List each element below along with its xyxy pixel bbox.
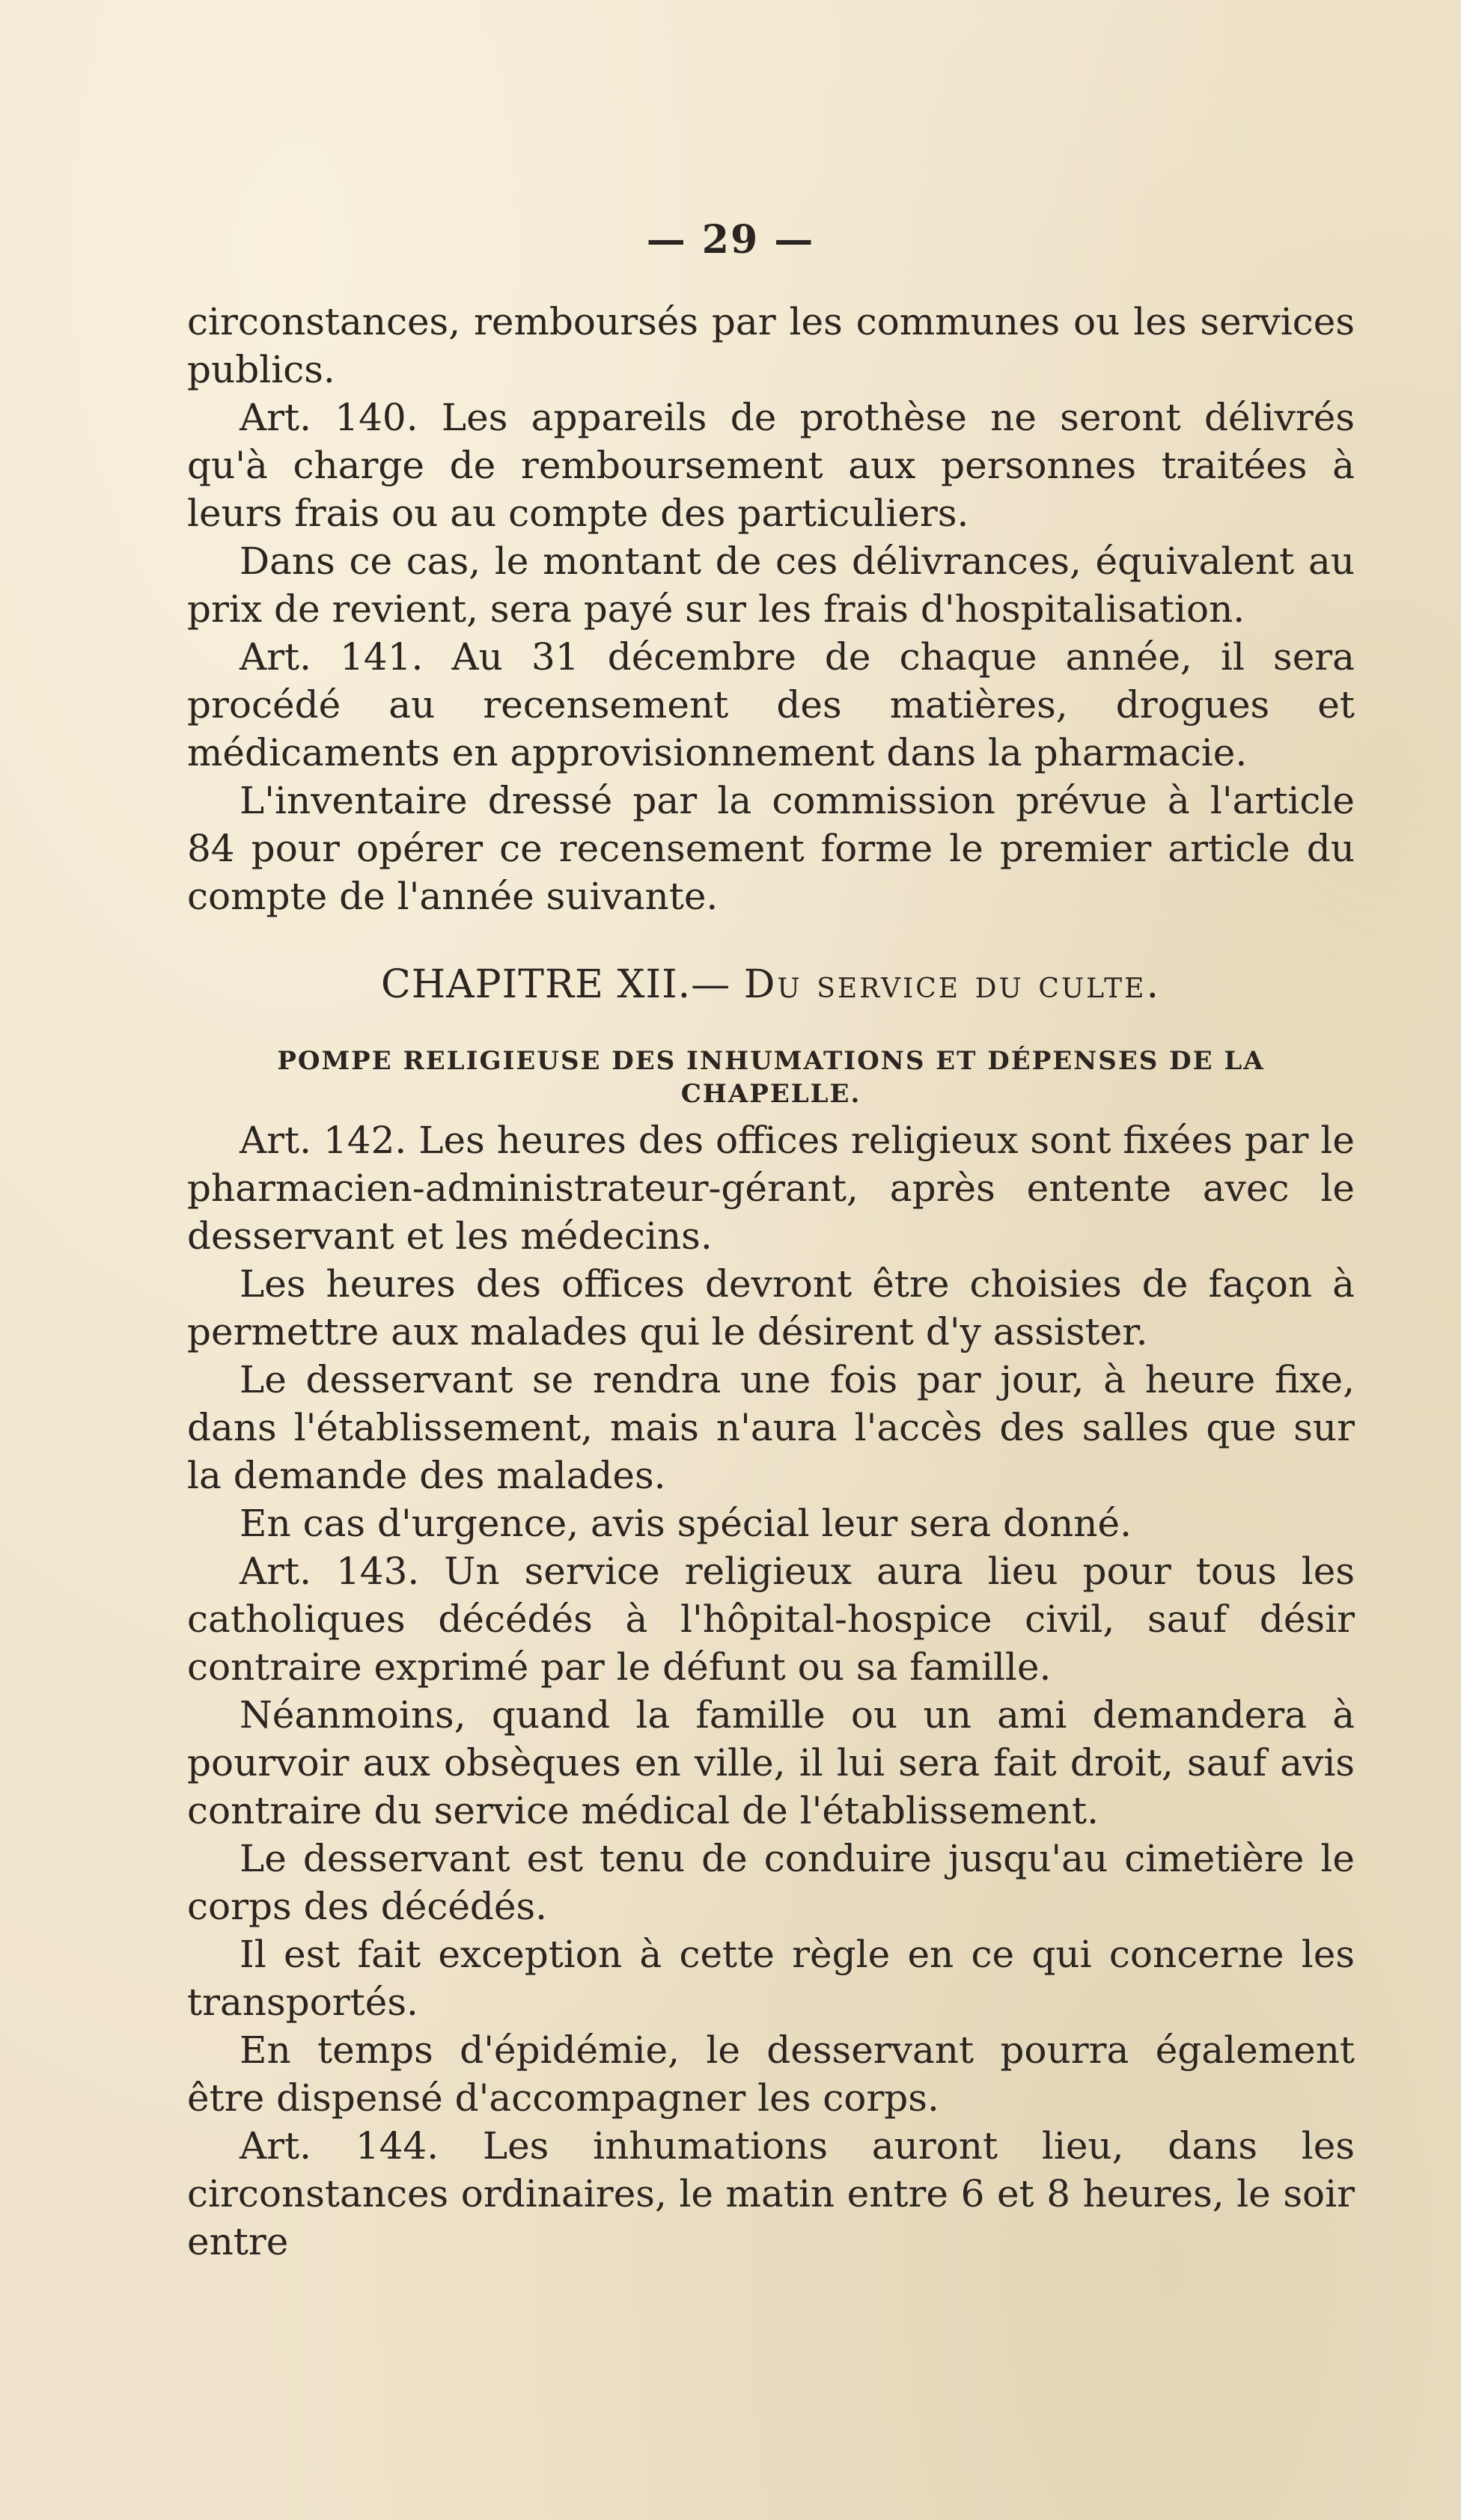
- paragraph-art-142: Art. 142. Les heures des offices religieux sont fixées par le pharmacien-administrateur-gérant, après entente avec le desservant et les médecins.: [187, 1119, 1355, 1258]
- paragraph: Les heures des offices devront être choisies de façon à permettre aux malades qui le désirent d'y assister.: [187, 1262, 1355, 1354]
- paragraph-art-141: Art. 141. Au 31 décembre de chaque année, il sera procédé au recensement des matières, drogues et médicaments en approvisionnement dans la pharmacie.: [187, 635, 1355, 774]
- paragraph-art-143: Art. 143. Un service religieux aura lieu pour tous les catholiques décédés à l'hôpital-hospice civil, sauf désir contraire exprimé par le défunt ou sa famille.: [187, 1550, 1355, 1689]
- paragraph: En cas d'urgence, avis spécial leur sera donné.: [240, 1502, 1132, 1545]
- chapter-subtitle: POMPE RELIGIEUSE DES INHUMATIONS ET DÉPENSES DE LA CHAPELLE.: [277, 1046, 1265, 1109]
- text-block-top: [187, 298, 1355, 920]
- paragraph: L'inventaire dressé par la commission prévue à l'article 84 pour opérer ce recensement forme le premier article du compte de l'année suivante.: [187, 779, 1355, 918]
- paragraph: Dans ce cas, le montant de ces délivrances, équivalent au prix de revient, sera payé sur les frais d'hospitalisation.: [187, 539, 1355, 631]
- chapter-heading: [187, 961, 1355, 1009]
- paragraph: Néanmoins, quand la famille ou un ami demandera à pourvoir aux obsèques en ville, il lui sera fait droit, sauf avis contraire du service médical de l'établissement.: [187, 1693, 1355, 1832]
- text-block-bottom: [187, 1116, 1355, 2266]
- paragraph: En temps d'épidémie, le desservant pourra également être dispensé d'accompagner les corps.: [187, 2028, 1355, 2120]
- chapter-number: CHAPITRE XII.—: [380, 962, 731, 1007]
- paragraph: Le desservant est tenu de conduire jusqu'au cimetière le corps des décédés.: [187, 1837, 1355, 1928]
- paragraph-art-144: Art. 144. Les inhumations auront lieu, dans les circonstances ordinaires, le matin entre 6 et 8 heures, le soir entre: [187, 2124, 1355, 2263]
- paragraph: circonstances, remboursés par les communes ou les services publics.: [187, 300, 1355, 391]
- chapter-title: Du service du culte.: [743, 962, 1161, 1007]
- page-number: — 29 —: [646, 217, 815, 263]
- paragraph: Il est fait exception à cette règle en ce qui concerne les transportés.: [187, 1933, 1355, 2024]
- paragraph: Le desservant se rendra une fois par jour, à heure fixe, dans l'établissement, mais n'aura l'accès des salles que sur la demande des malades.: [187, 1358, 1355, 1497]
- paragraph-art-140: Art. 140. Les appareils de prothèse ne seront délivrés qu'à charge de remboursement aux personnes traitées à leurs frais ou au compte des particuliers.: [187, 396, 1355, 535]
